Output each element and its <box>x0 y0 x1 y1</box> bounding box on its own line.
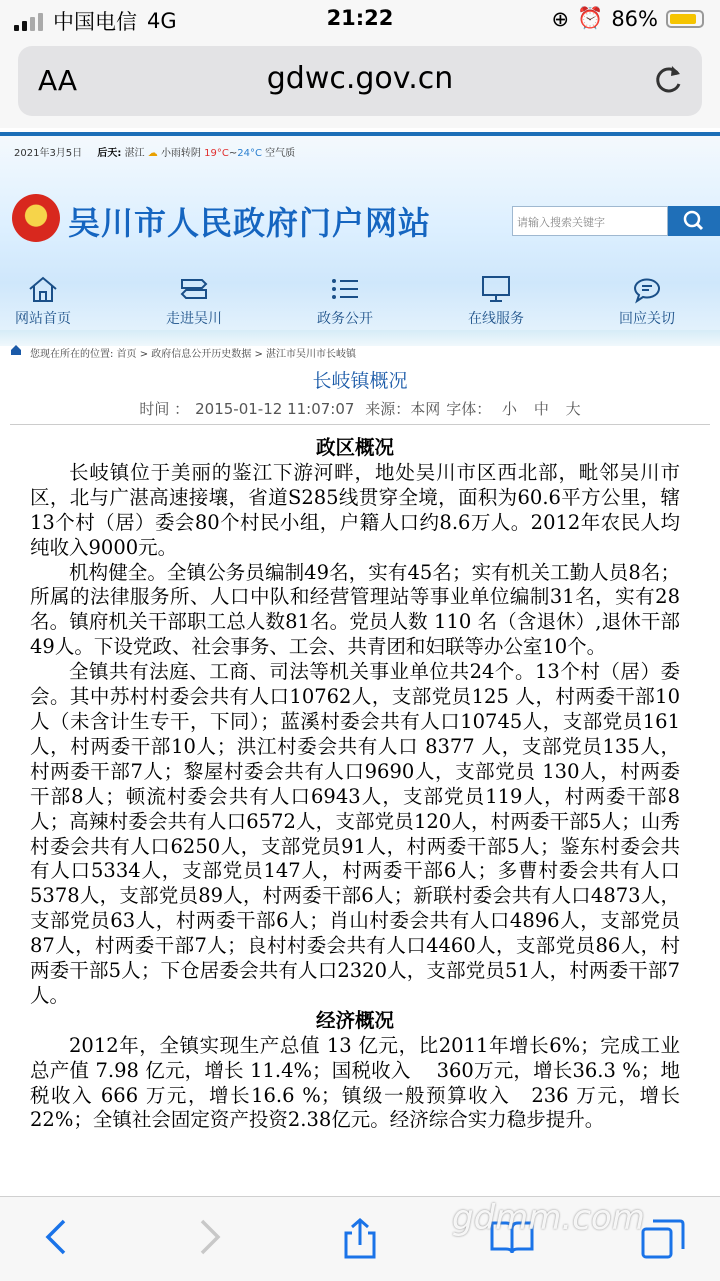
article-body <box>30 436 680 1196</box>
back-icon[interactable] <box>42 1217 70 1257</box>
watermark: gdmm.com <box>452 1198 645 1238</box>
home-small-icon <box>10 344 22 356</box>
meta-time-label: 时间 ： <box>139 400 190 418</box>
nav-about-label: 走进吴川 <box>166 311 222 327</box>
text-size-button[interactable]: AA <box>38 64 78 97</box>
chat-icon <box>631 274 663 304</box>
address-bar[interactable] <box>18 46 702 116</box>
url-text[interactable]: gdwc.gov.cn <box>266 61 454 96</box>
nav-gov-info[interactable] <box>285 274 405 328</box>
nav-online-service-label: 在线服务 <box>468 311 524 327</box>
nav-gov-info-label: 政务公开 <box>317 311 373 327</box>
site-date: 2021年3月5日 <box>14 148 83 159</box>
main-nav <box>0 274 720 328</box>
paragraph: 机构健全。全镇公务员编制49名，实有45名；实有机关工勤人员8名；所属的法律服务所、人口中队和经营管理站等事业单位编制31名，实有28名。镇府机关干部职工总人数81名。党员人数 110 名（含退休）,退休干部49人。下设党政、社会事务、工会、共青团和妇联等办公室10个。 <box>30 560 680 659</box>
status-bar <box>0 0 720 40</box>
nav-response-label: 回应关切 <box>619 311 675 327</box>
article-meta <box>0 398 720 419</box>
list-icon <box>329 274 361 304</box>
temp-sep: ~ <box>228 148 238 159</box>
weather-label: 后天: <box>97 148 122 159</box>
font-small-button[interactable]: 小 <box>502 400 518 418</box>
font-large-button[interactable]: 大 <box>565 400 581 418</box>
breadcrumb-prefix: 您现在所在的位置: <box>30 349 114 360</box>
section-heading: 政区概况 <box>315 436 394 459</box>
signpost-icon <box>178 274 210 304</box>
reload-icon[interactable] <box>652 62 684 102</box>
breadcrumb-path[interactable]: 首页 > 政府信息公开历史数据 > 湛江市吴川市长岐镇 <box>116 349 357 360</box>
nav-response[interactable] <box>587 274 707 328</box>
breadcrumb <box>0 342 720 362</box>
article-title: 长岐镇概况 <box>312 370 408 392</box>
temp-high: 19°C <box>204 148 229 159</box>
search-input[interactable]: 请输入搜索关键字 <box>512 206 668 236</box>
meta-time: 2015-01-12 11:07:07 <box>195 400 355 418</box>
clock: 21:22 <box>326 6 394 30</box>
divider <box>10 424 710 425</box>
nav-about[interactable] <box>134 274 254 328</box>
meta-font-label: 字体： <box>446 400 492 418</box>
date-weather-bar <box>14 144 295 159</box>
meta-source: 来源：本网 <box>365 400 441 418</box>
home-icon <box>27 274 59 304</box>
paragraph: 长岐镇位于美丽的鉴江下游河畔，地处吴川市区西北部，毗邻吴川市区，北与广湛高速接壤，省道S285线贯穿全境，面积为60.6平方公里，辖13个村（居）委会80个村民小组，户籍人口约8.6万人。2012年农民人均纯收入9000元。 <box>30 460 680 559</box>
battery-percent: 86% <box>611 6 658 31</box>
network-label: 4G <box>147 9 177 33</box>
weather-icon: ☁ <box>147 148 158 159</box>
temp-low: 24°C <box>237 148 262 159</box>
site-title[interactable]: 吴川市人民政府门户网站 <box>68 204 432 242</box>
battery-icon <box>666 10 704 28</box>
font-medium-button[interactable]: 中 <box>533 400 549 418</box>
air-quality: 空气质 <box>265 148 296 159</box>
section-heading: 经济概况 <box>315 1008 394 1032</box>
battery-fill <box>670 14 696 24</box>
nav-home-label: 网站首页 <box>15 308 71 332</box>
tabs-icon[interactable] <box>640 1217 686 1261</box>
carrier-label: 中国电信 <box>53 10 137 34</box>
weather-desc: 小雨转阴 <box>160 148 201 159</box>
search-button[interactable] <box>668 206 720 236</box>
browser-address-area <box>0 40 720 128</box>
search-icon <box>668 206 720 236</box>
monitor-icon <box>480 274 512 304</box>
national-emblem-icon <box>12 194 60 242</box>
rotation-lock-icon: ⊕ <box>551 6 570 31</box>
paragraph: 全镇共有法庭、工商、司法等机关事业单位共24个。13个村（居）委会。其中苏村村委会共有人口10762人，支部党员125 人，村两委干部10人（未含计生专干，下同）；蓝溪村委会共有人口10745人，支部党员161人，村两委干部10人；洪江村委会共有人口 8377 人，支部党员135人，村两委干部7人；黎屋村委会共有人口9690人，支部党员 130人，村两委干部8人；顿流村委会共有人口6943人，支部党员119人，村两委干部8人；高辣村委会共有人口6572人，支部党员120人，村两委干部5人；山秀村委会共有人口6250人，支部党员91人，村两委干部5人；鉴东村委会共有人口5334人，支部党员147人，村两委干部6人；多曹村委会共有人口5378人，支部党员89人，村两委干部6人；新联村委会共有人口4873人，支部党员63人，村两委干部6人；肖山村委会共有人口4896人，支部党员87人，村两委干部7人；良村村委会共有人口4460人，支部党员86人，村两委干部5人；下仓居委会共有人口2320人，支部党员51人，村两委干部7人。 <box>30 660 680 1007</box>
nav-online-service[interactable] <box>436 274 556 328</box>
forward-icon[interactable] <box>196 1217 224 1257</box>
nav-home[interactable] <box>0 274 103 332</box>
site-header <box>0 132 720 346</box>
share-icon[interactable] <box>340 1217 380 1261</box>
paragraph: 2012年，全镇实现生产总值 13 亿元，比2011年增长6%；完成工业总产值 7.98 亿元，增长 11.4%；国税收入 360万元，增长36.3 %；地税收入 666 万元，增长16.6 %；镇级一般预算收入 236 万元，增长22%；全镇社会固定资产投资2.38亿元。经济综合实力稳步提升。 <box>30 1033 680 1132</box>
weather-city: 湛江 <box>124 148 145 159</box>
alarm-icon: ⏰ <box>577 6 604 30</box>
